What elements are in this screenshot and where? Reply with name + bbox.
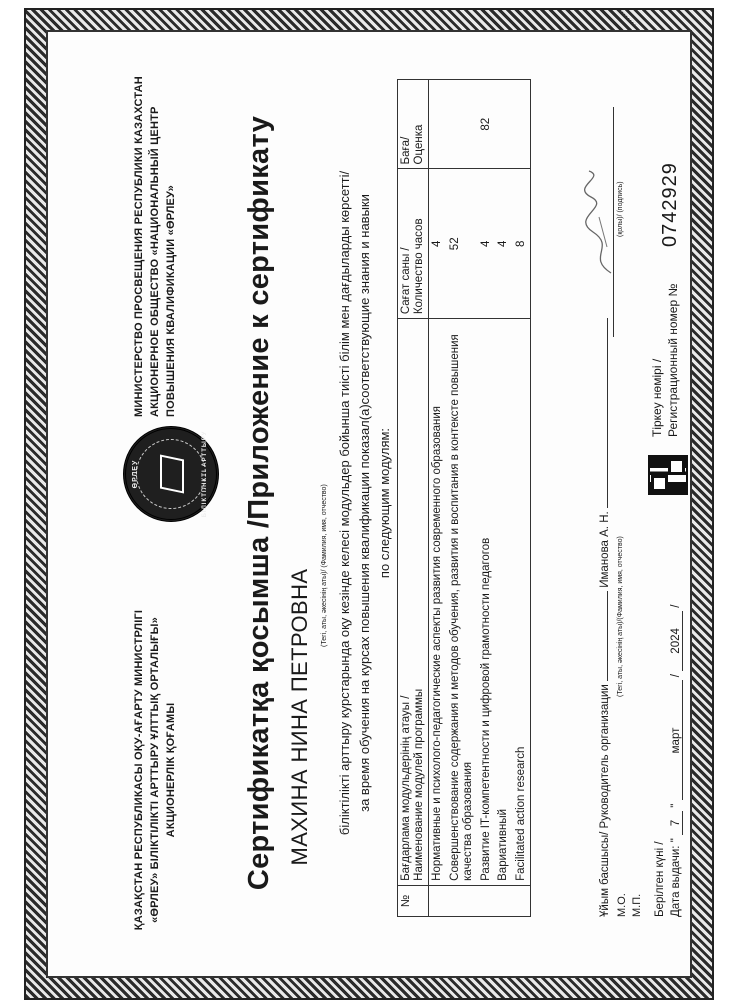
module-grade (429, 80, 447, 169)
org-ru-line: АКЦИОНЕРНОЕ ОБЩЕСТВО «НАЦИОНАЛЬНЫЙ ЦЕНТР (149, 106, 161, 417)
intro-ru: за время обучения на курсах повышения квалификации показал(а)соответствующие знания и навыки (357, 194, 372, 812)
sign-caption: (қолы)/ (подпись) (617, 181, 624, 237)
certificate-body (46, 30, 692, 978)
module-grade: 82 (478, 80, 496, 169)
table-row (495, 80, 513, 917)
issue-label-ru: Дата выдачи: (670, 845, 682, 917)
issue-year: 2024 (670, 611, 683, 671)
registration-label-kz: Тіркеу нөмірі / (650, 358, 664, 437)
module-hours: 4 (478, 169, 496, 319)
header-module-name (398, 319, 429, 886)
certificate-content (51, 29, 697, 977)
header-grade-kz: Баға/ (400, 136, 412, 165)
module-hours: 52 (447, 169, 478, 319)
quote-open: " (670, 838, 682, 843)
page-title: Сертификатқа қосымша /Приложение к сертификату (243, 115, 275, 891)
issue-day: 7 (670, 811, 683, 835)
signature-icon (581, 167, 621, 277)
header-hours-ru: Количество часов (413, 218, 425, 315)
emblem-top-text: ӨРЛЕУ (132, 459, 139, 489)
recipient-caption: (Тегі, аты, әкесінің аты)/ (Фамилия, имя, отчество) (321, 484, 328, 647)
module-name: Развитие IT-компетентности и цифровой грамотности педагогов (478, 319, 496, 886)
intro-kz: біліктілікті арттыру курстарында оқу кезінде келесі модульдер бойынша тиісті білім мен дағдыларды көрсетті/ (337, 170, 352, 836)
org-kz (131, 605, 179, 935)
table-row (447, 80, 478, 917)
modules-table (397, 79, 531, 917)
module-grade (495, 80, 513, 169)
quote-close: " (670, 803, 682, 808)
header-hours (398, 169, 429, 319)
module-hours: 4 (429, 169, 447, 319)
table-row (513, 80, 531, 917)
org-ru-line: ПОВЫШЕНИЯ КВАЛИФИКАЦИИ «ӨРЛЕУ» (165, 185, 177, 417)
header-num: № (398, 885, 429, 916)
issue-date-row: Дата выдачи: " 7 " март / 2024 / (670, 604, 682, 917)
issue-month: март (670, 681, 683, 801)
org-kz-line: ҚАЗАҚСТАН РЕСПУБЛИКАСЫ ОҚУ-АҒАРТУ МИНИСТРЛІГІ (133, 609, 145, 931)
registration-label-ru: Регистрационный номер № (666, 283, 680, 437)
head-name: Иманова А. Н. (599, 511, 611, 588)
header-module-name-ru: Наименование модулей программы (413, 688, 425, 881)
module-name: Facilitated action research (513, 319, 531, 886)
org-kz-line: «ӨРЛЕУ» БІЛІКТІЛІКТІ АРТТЫРУ ҰЛТТЫҚ ОРТАЛЫҒЫ» (149, 617, 161, 923)
issue-label-kz: Берілген күні / (654, 841, 666, 917)
header-grade-ru: Оценка (413, 124, 425, 165)
header-module-name-kz: Бағдарлама модульдерінің атауы / (400, 695, 412, 881)
orleu-emblem-icon (123, 426, 219, 522)
registration-label (649, 284, 681, 437)
qr-code-icon (648, 455, 688, 495)
emblem-bottom-text: БІЛІКТІЛІКТІ АРТТЫРУ (202, 430, 208, 518)
stamp-place-ru: М.П. (631, 893, 643, 917)
org-ru (131, 57, 179, 417)
header-grade (398, 80, 429, 169)
org-ru-line: МИНИСТЕРСТВО ПРОСВЕЩЕНИЯ РЕСПУБЛИКИ КАЗАХСТАН (133, 76, 145, 417)
module-hours: 8 (513, 169, 531, 319)
registration-number: 0742929 (659, 162, 681, 247)
module-name: Совершенствование содержания и методов обучения, развития и воспитания в контексте повышения качества образования (447, 319, 478, 886)
intro-ru-2: по следующим модулям: (377, 427, 392, 579)
head-caption: (Тегі, аты, әкесінің аты)/(Фамилия, имя, отчество) (617, 536, 624, 697)
module-grade (447, 80, 478, 169)
recipient-name: МАХИНА НИНА ПЕТРОВНА (287, 568, 312, 866)
module-name: Вариативный (495, 319, 513, 886)
module-name: Нормативные и психолого-педагогические аспекты развития современного образования (429, 319, 447, 886)
head-label: Ұйым басшысы/ Руководитель организации (599, 684, 611, 917)
certificate-frame (24, 8, 714, 1000)
module-hours: 4 (495, 169, 513, 319)
stamp-place-kz: М.О. (616, 893, 628, 917)
org-kz-line: АКЦИОНЕРЛІК ҚОҒАМЫ (165, 702, 177, 838)
table-row (478, 80, 496, 917)
header-hours-kz: Сағат саны / (400, 247, 412, 315)
book-icon (160, 454, 184, 493)
table-row (429, 80, 447, 917)
table-header-row (398, 80, 429, 917)
module-grade (513, 80, 531, 169)
head-signature-row (599, 318, 611, 917)
